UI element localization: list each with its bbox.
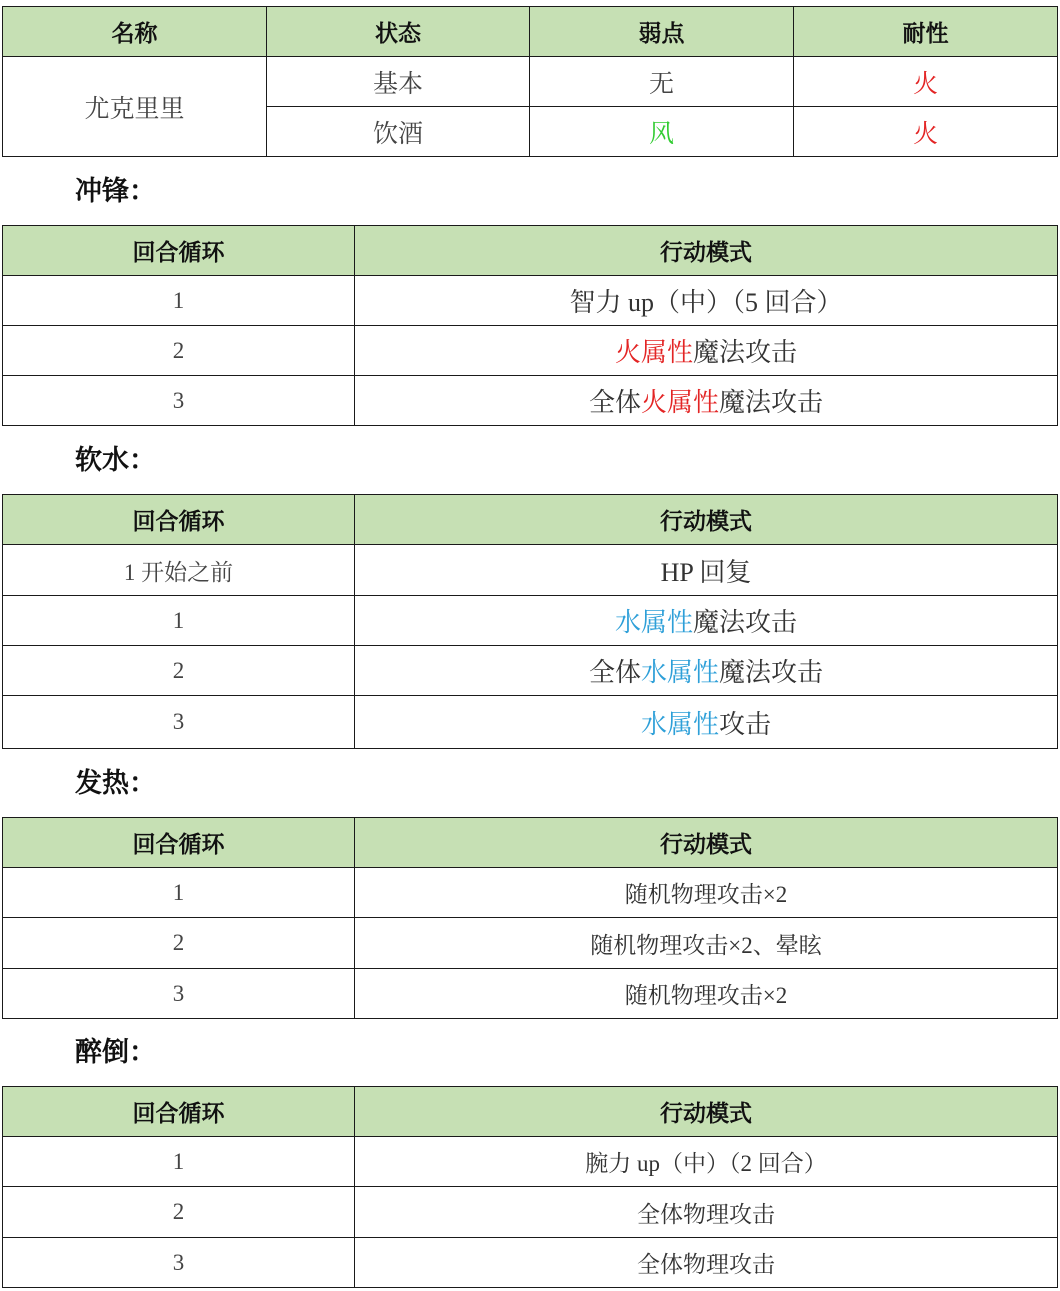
turn-cell: 2 xyxy=(3,326,355,376)
header-turn: 回合循环 xyxy=(3,226,355,276)
section-title-charge: 冲锋： xyxy=(75,176,156,206)
action-cell: 火属性魔法攻击 xyxy=(355,326,1058,376)
turn-cell: 2 xyxy=(3,918,355,969)
turn-cell: 3 xyxy=(3,696,355,749)
action-cell: 全体物理攻击 xyxy=(355,1238,1058,1288)
enemy-info-table xyxy=(2,6,1058,157)
header-action: 行动模式 xyxy=(355,226,1058,276)
turn-cell: 1 xyxy=(3,868,355,918)
header-name: 名称 xyxy=(3,7,267,57)
section-title-soft-water: 软水： xyxy=(75,445,156,475)
turn-cell: 1 xyxy=(3,276,355,326)
turn-cell: 2 xyxy=(3,646,355,696)
water-attribute: 水属性 xyxy=(614,608,693,637)
action-table-fever xyxy=(2,817,1058,1019)
water-attribute: 水属性 xyxy=(640,709,719,739)
action-table-drunk xyxy=(2,1086,1058,1288)
header-turn: 回合循环 xyxy=(3,1087,355,1137)
turn-cell: 3 xyxy=(3,1238,355,1288)
header-resistance: 耐性 xyxy=(794,7,1058,57)
state-basic: 基本 xyxy=(267,57,530,107)
section-title-drunk: 醉倒： xyxy=(75,1037,156,1067)
action-cell: 随机物理攻击×2 xyxy=(355,969,1058,1019)
fire-attribute: 火属性 xyxy=(614,338,693,367)
action-table-charge xyxy=(2,225,1058,426)
header-action: 行动模式 xyxy=(355,495,1058,545)
weakness-basic: 无 xyxy=(530,57,794,107)
turn-cell: 1 xyxy=(3,596,355,646)
resistance-drinking: 火 xyxy=(794,107,1058,157)
enemy-name: 尤克里里 xyxy=(3,57,267,157)
turn-cell: 3 xyxy=(3,969,355,1019)
turn-cell: 1 xyxy=(3,1137,355,1187)
action-cell: 全体火属性魔法攻击 xyxy=(355,376,1058,426)
header-turn: 回合循环 xyxy=(3,495,355,545)
action-cell: 随机物理攻击×2、晕眩 xyxy=(355,918,1058,969)
action-cell: HP 回复 xyxy=(355,545,1058,596)
action-cell: 全体物理攻击 xyxy=(355,1187,1058,1238)
turn-cell: 1 开始之前 xyxy=(3,545,355,596)
section-title-fever: 发热： xyxy=(75,768,156,798)
turn-cell: 3 xyxy=(3,376,355,426)
header-turn: 回合循环 xyxy=(3,818,355,868)
water-attribute: 水属性 xyxy=(640,658,719,687)
weakness-drinking: 风 xyxy=(530,107,794,157)
action-cell: 智力 up（中）（5 回合） xyxy=(355,276,1058,326)
action-cell: 水属性魔法攻击 xyxy=(355,596,1058,646)
header-state: 状态 xyxy=(267,7,530,57)
action-table-soft-water xyxy=(2,494,1058,749)
action-cell: 腕力 up（中）（2 回合） xyxy=(355,1137,1058,1187)
action-cell: 随机物理攻击×2 xyxy=(355,868,1058,918)
state-drinking: 饮酒 xyxy=(267,107,530,157)
fire-attribute: 火属性 xyxy=(640,388,719,417)
action-cell: 水属性攻击 xyxy=(355,696,1058,749)
header-action: 行动模式 xyxy=(355,818,1058,868)
action-cell: 全体水属性魔法攻击 xyxy=(355,646,1058,696)
turn-cell: 2 xyxy=(3,1187,355,1238)
header-action: 行动模式 xyxy=(355,1087,1058,1137)
header-weakness: 弱点 xyxy=(530,7,794,57)
resistance-basic: 火 xyxy=(794,57,1058,107)
